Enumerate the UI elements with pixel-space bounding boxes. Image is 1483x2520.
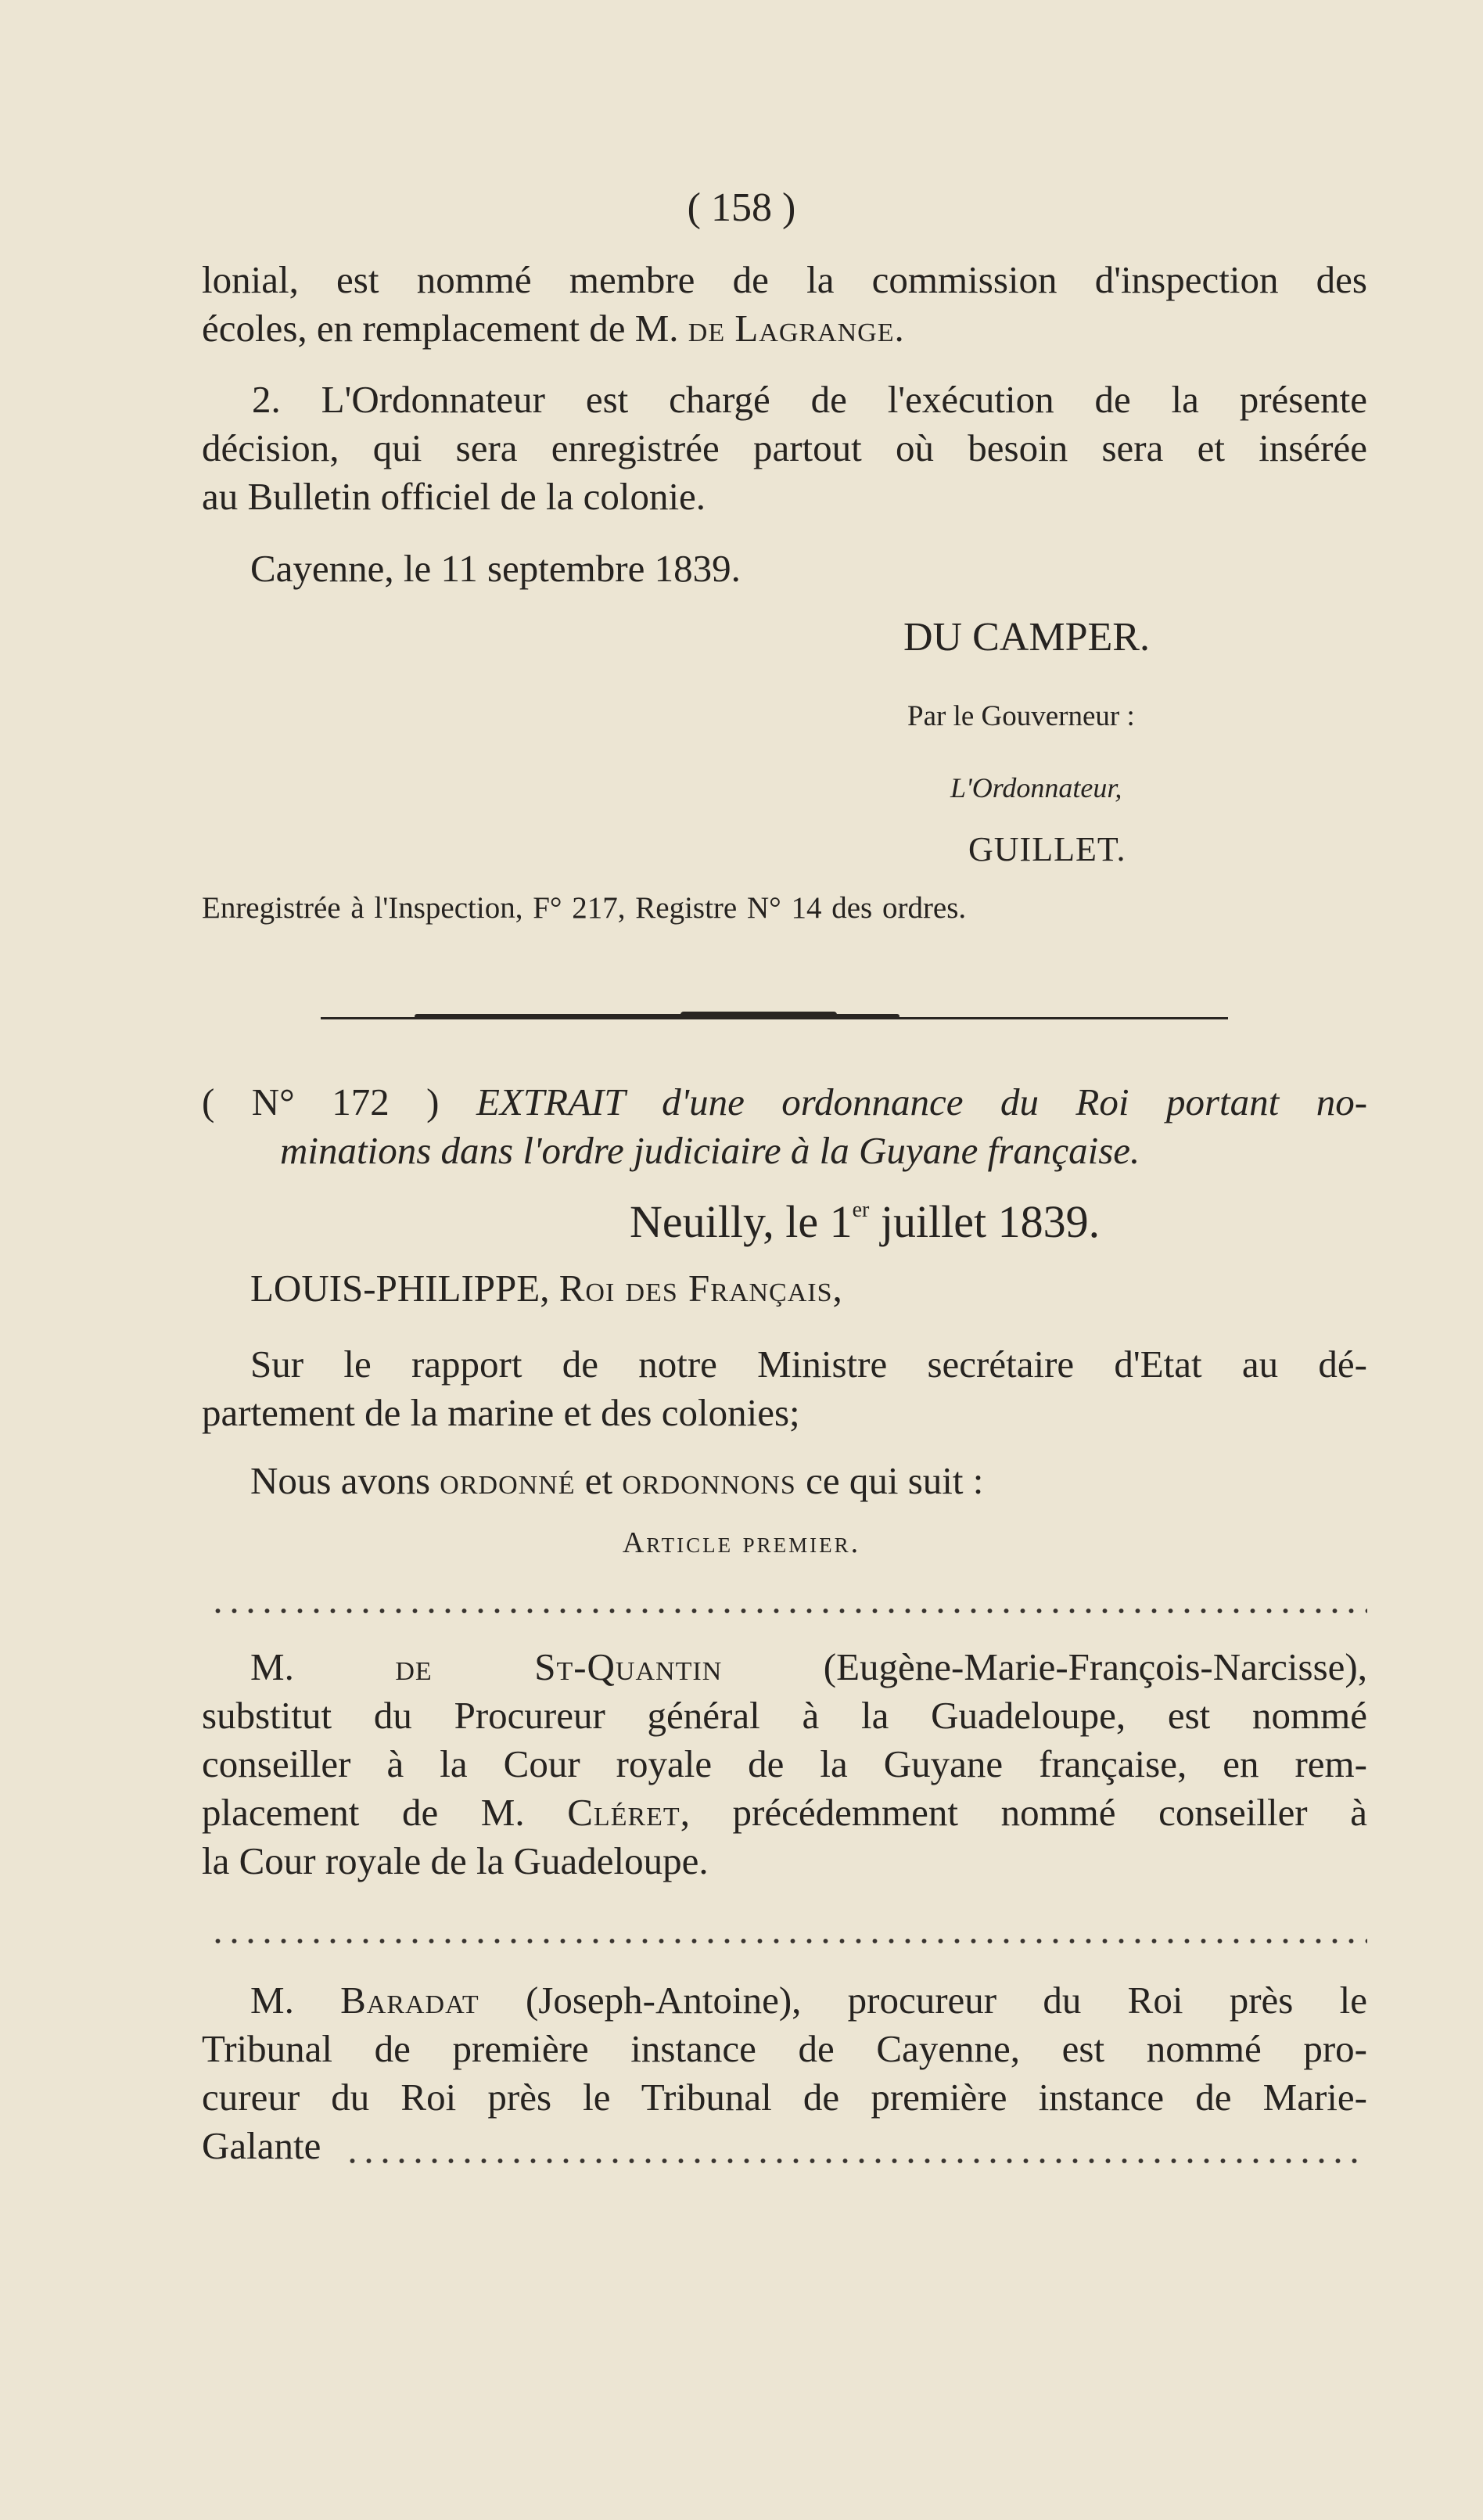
dotted-line	[210, 1607, 1367, 1615]
dotted-leader	[344, 2157, 1367, 2165]
paragraph-ordonnateur	[202, 376, 1367, 521]
place-date: Cayenne, le 11 septembre 1839.	[250, 547, 741, 590]
text-line: Sur le rapport de notre Ministre secrétaire d'Etat au dé-	[250, 1343, 1367, 1386]
text-line: conseiller à la Cour royale de la Guyane française, en rem-	[202, 1742, 1367, 1785]
paragraph-rapport	[202, 1340, 1367, 1437]
text-line: au Bulletin officiel de la colonie.	[202, 475, 706, 518]
extract-title: EXTRAIT d'une ordonnance du Roi portant no-	[476, 1080, 1368, 1123]
text-line: partement de la marine et des colonies;	[202, 1391, 800, 1434]
registration-note: Enregistrée à l'Inspection, F° 217, Registre N° 14 des ordres.	[202, 891, 967, 925]
article-heading: Article premier.	[622, 1526, 861, 1559]
paragraph-baradat	[202, 1976, 1367, 2170]
extract-heading	[202, 1078, 1367, 1175]
text-line: décision, qui sera enregistrée partout où besoin sera et insérée	[202, 426, 1367, 469]
text-line: substitut du Procureur général à la Guadeloupe, est nommé	[202, 1694, 1367, 1737]
text-line	[202, 1078, 1367, 1127]
ordonnateur-title: L'Ordonnateur,	[950, 772, 1122, 803]
signature-du-camper: DU CAMPER.	[903, 615, 1150, 660]
extract-number: ( N° 172 )	[202, 1080, 440, 1123]
text-line: la Cour royale de la Guadeloupe.	[202, 1839, 709, 1882]
text-line: placement de M. Cléret, précédemment nommé conseiller à	[202, 1791, 1367, 1834]
ordonne-line: Nous avons ordonné et ordonnons ce qui suit :	[250, 1459, 984, 1502]
par-le-gouverneur: Par le Gouverneur :	[907, 700, 1135, 732]
text-line: Tribunal de première instance de Cayenne, est nommé pro-	[202, 2027, 1367, 2070]
text-line: Galante	[202, 2122, 1367, 2170]
text-line: M. Baradat (Joseph-Antoine), procureur du Roi près le	[250, 1979, 1367, 2022]
dotted-line	[210, 1937, 1367, 1945]
text-line: M. de St-Quantin (Eugène-Marie-François-Narcisse),	[250, 1645, 1367, 1688]
king-line: LOUIS-PHILIPPE, Roi des Français,	[250, 1267, 843, 1310]
signature-guillet: GUILLET.	[968, 830, 1126, 868]
neuilly-date: Neuilly, le 1er juillet 1839.	[630, 1196, 1101, 1247]
text-line: cureur du Roi près le Tribunal de première instance de Marie-	[202, 2076, 1367, 2119]
paragraph-st-quantin	[202, 1643, 1367, 1886]
text-line: lonial, est nommé membre de la commission d'inspection des	[202, 258, 1367, 301]
text-line: minations dans l'ordre judiciaire à la Guyane française.	[280, 1129, 1140, 1172]
page-number: ( 158 )	[687, 185, 796, 230]
text-line: 2. L'Ordonnateur est chargé de l'exécution de la présente	[252, 378, 1367, 421]
paragraph-commission	[202, 256, 1367, 353]
text-line: écoles, en remplacement de M. de Lagrange.	[202, 307, 905, 350]
